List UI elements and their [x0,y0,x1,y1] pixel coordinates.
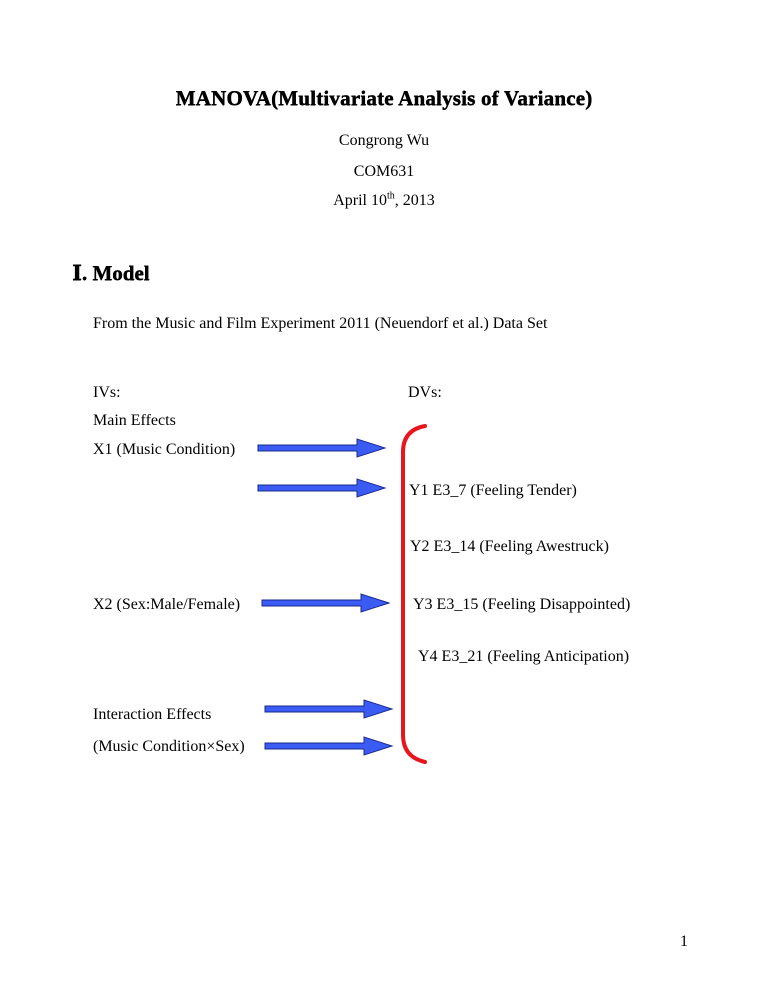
main-effects-label: Main Effects [93,412,176,429]
course-code: COM631 [353,163,415,180]
page-number: 1 [680,933,688,950]
document-date: April 10th, 2013 [333,190,435,209]
ivs-label: IVs: [93,384,121,401]
arrow-interaction-b [265,737,392,755]
document-title: MANOVA(Multivariate Analysis of Variance) [175,86,593,110]
dv-y4: Y4 E3_21 (Feeling Anticipation) [418,648,630,665]
x2-label: X2 (Sex:Male/Female) [93,596,241,613]
section-heading: Ⅰ. Model [72,261,150,285]
author-name: Congrong Wu [338,132,430,149]
arrow-interaction-a [265,700,392,718]
interaction-term-label: (Music Condition×Sex) [93,738,245,755]
interaction-effects-label: Interaction Effects [93,706,212,723]
dv-y2: Y2 E3_14 (Feeling Awestruck) [410,538,609,555]
x1-label: X1 (Music Condition) [93,441,236,458]
arrow-x1-b [258,479,385,497]
arrow-x1-a [258,439,385,457]
source-line: From the Music and Film Experiment 2011 (Neuendorf et al.) Data Set [93,315,548,332]
arrow-x2 [262,594,389,612]
dvs-label: DVs: [408,384,442,401]
dv-y3: Y3 E3_15 (Feeling Disappointed) [413,596,631,613]
dv-y1: Y1 E3_7 (Feeling Tender) [409,482,577,499]
dv-bracket [403,426,425,762]
